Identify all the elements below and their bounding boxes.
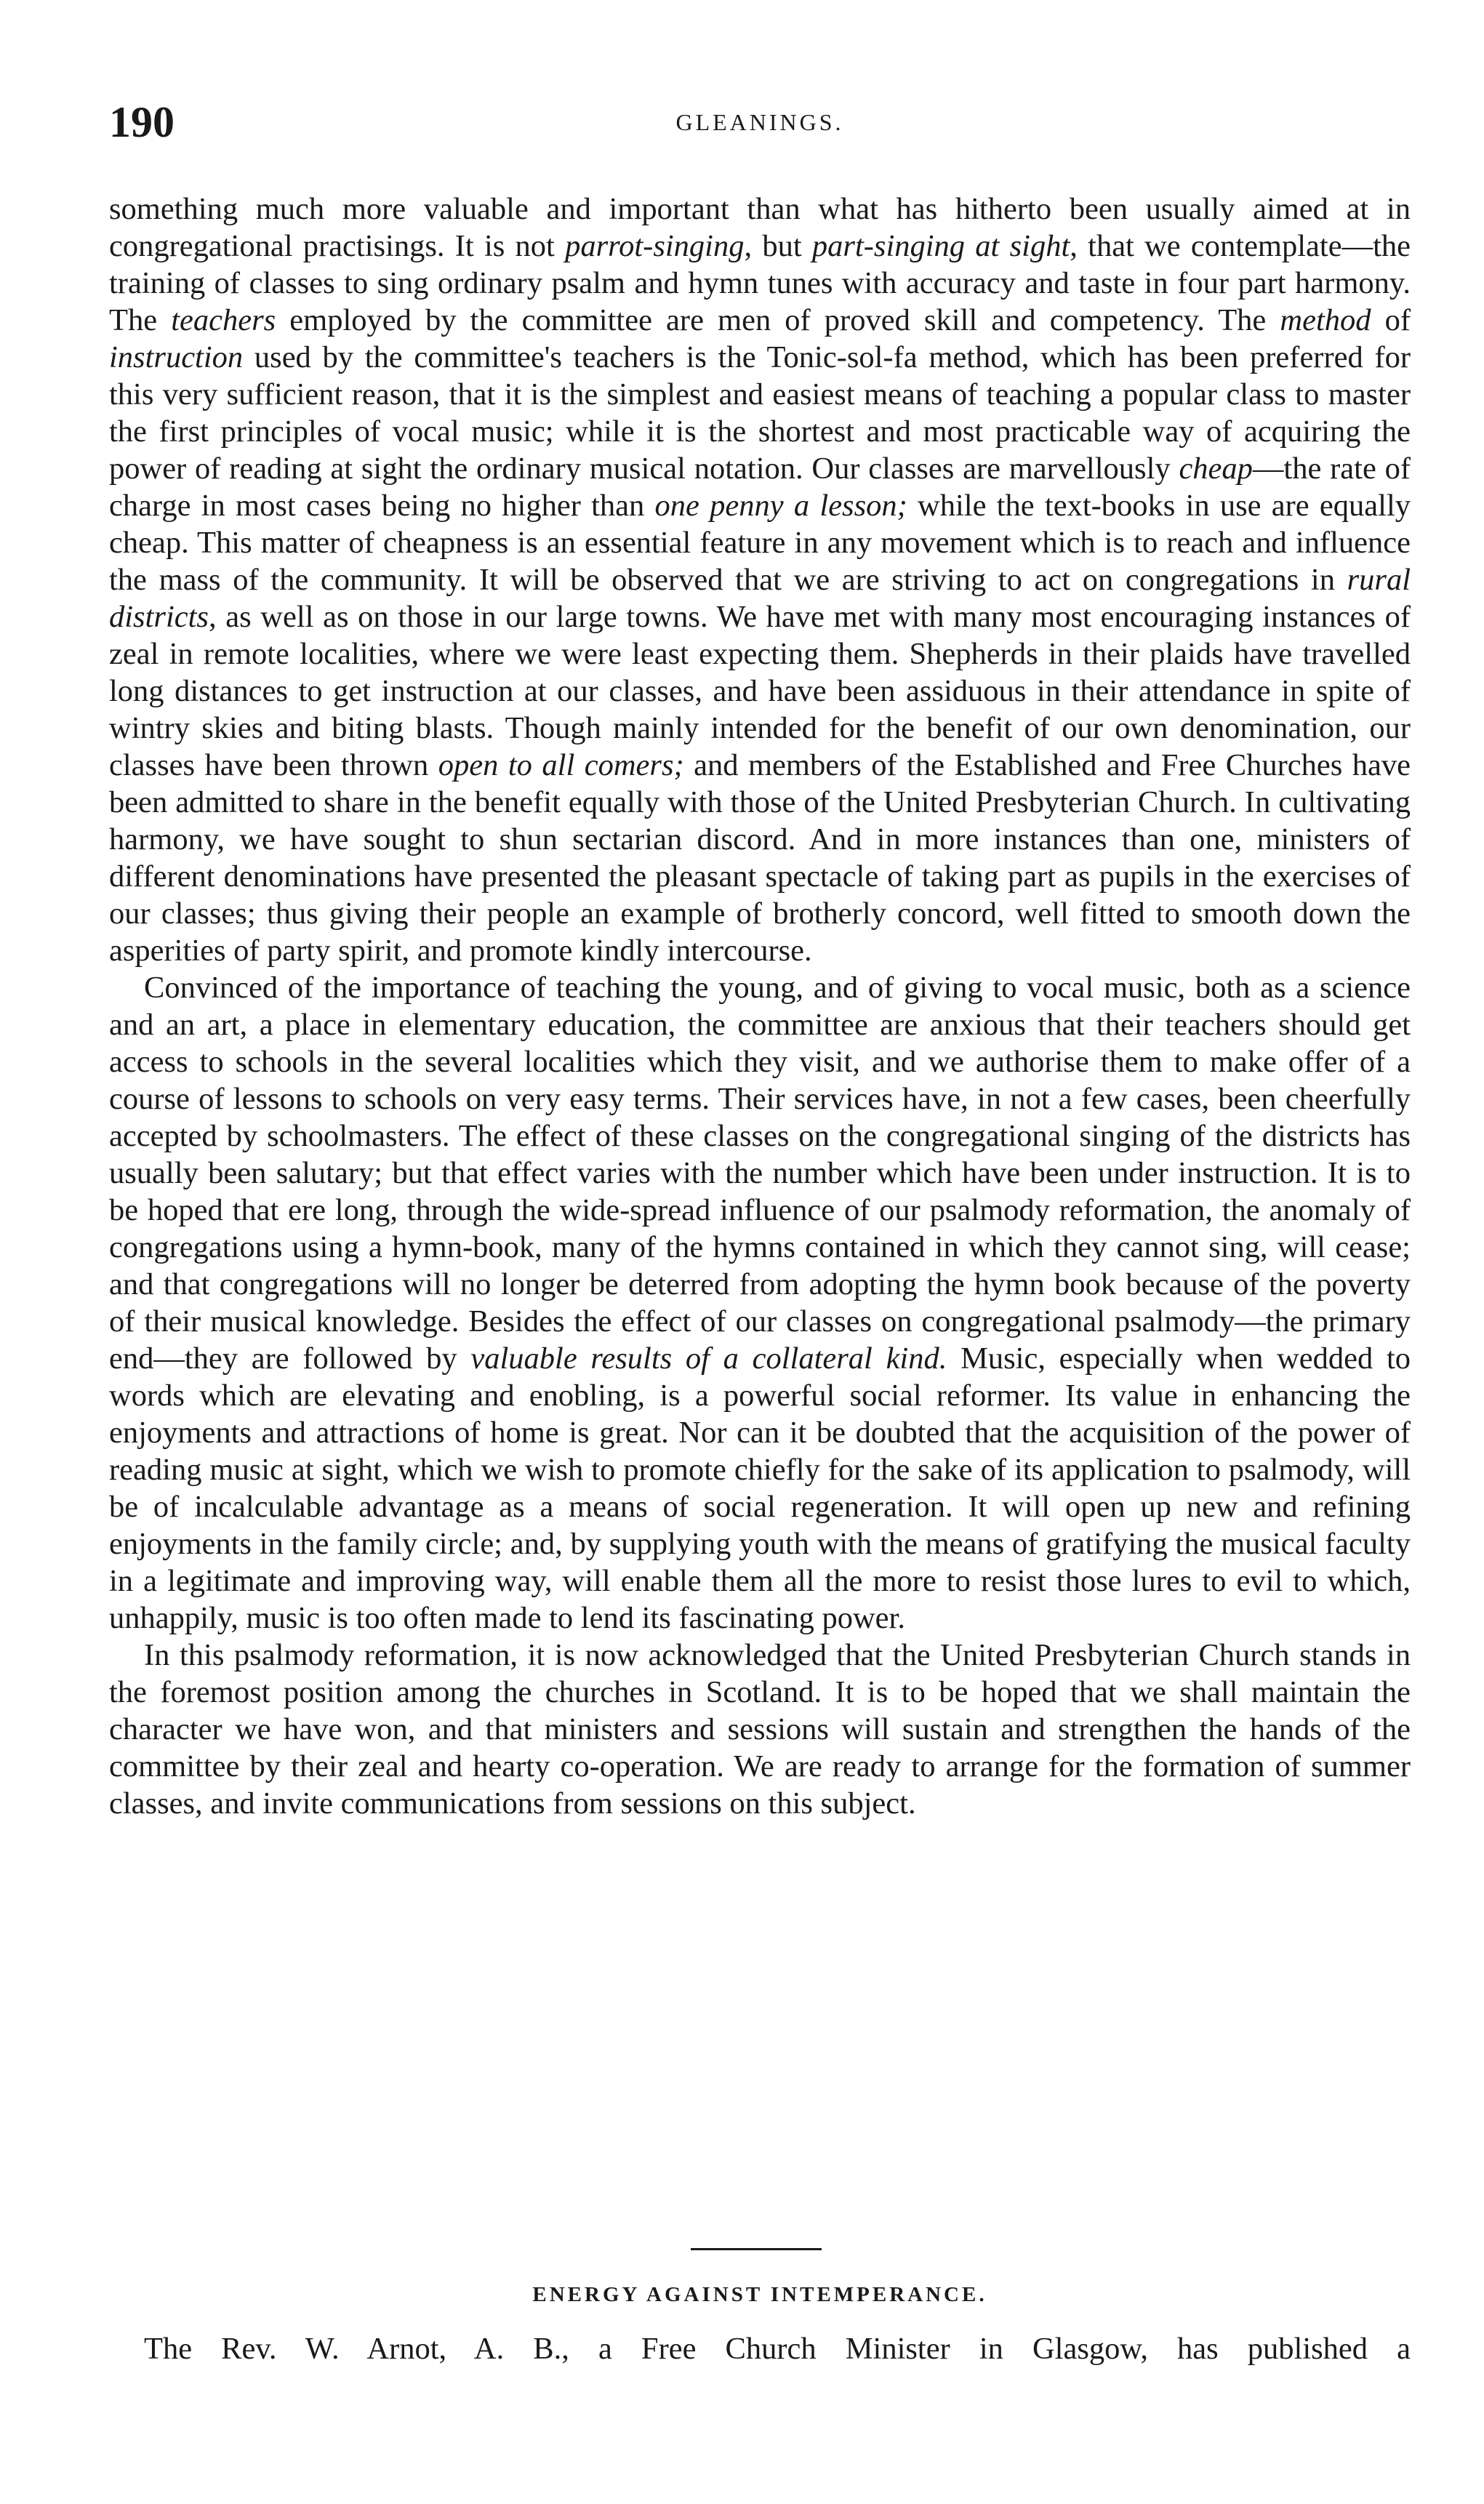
text-run: something much more valuable and important than what has hitherto been usually aimed at in congregational practisings. It is not [109, 192, 1411, 263]
paragraph [109, 190, 1411, 969]
italic-phrase: teachers [171, 303, 276, 337]
text-run: In this psalmody reformation, it is now acknowledged that the United Presbyterian Church stands in the foremost position among the churches in Scotland. It is to be hoped that we shall maintain the character we have won, and that ministers and sessions will sustain and strengthen the hands of the committee by their zeal and hearty co-operation. We are ready to arrange for the formation of summer classes, and invite communications from sessions on this subject. [109, 1638, 1411, 1821]
italic-phrase: valuable results of a collateral kind. [470, 1341, 947, 1376]
text-run: while the text-books in use are equally cheap. This matter of cheapness is an essential feature in any movement which is to reach and influence the mass of the community. It will be observed that we are striving to act on congregations in [109, 489, 1411, 597]
text-run: and members of the Established and Free Churches have been admitted to share in the benefit equally with those of the United Presbyterian Church. In cultivating harmony, we have sought to shun sectarian discord. And in more instances than one, ministers of different denominations have presented the pleasant spectacle of taking part as pupils in the exercises of our classes; thus giving their people an example of brotherly concord, well fitted to smooth down the asperities of party spirit, and promote kindly intercourse. [109, 748, 1411, 968]
italic-phrase: instruction [109, 340, 244, 374]
section-first-line: The Rev. W. Arnot, A. B., a Free Church Minister in Glasgow, has published a [144, 2332, 1411, 2366]
paragraph [109, 1637, 1411, 1822]
italic-phrase: part-singing at sight [811, 229, 1070, 263]
section-divider [691, 2248, 822, 2250]
page-number: 190 [109, 98, 175, 146]
text-run: Music, especially when wedded to words which are elevating and enobling, is a powerful social reformer. Its value in enhancing the enjoyments and attractions of home is great. Nor can it be doubted that the acquisition of the power of reading music at sight, which we wish to promote chiefly for the sake of its application to psalmody, will be of incalculable advantage as a means of social regeneration. It will open up new and refining enjoyments in the family circle; and, by supplying youth with the means of gratifying the musical faculty in a legitimate and improving way, will enable them all the more to resist those lures to evil to which, unhappily, music is too often made to lend its fascinating power. [109, 1341, 1411, 1635]
italic-phrase: rural districts [109, 563, 1411, 634]
text-run: employed by the committee are men of proved skill and competency. The [276, 303, 1280, 337]
text-run: used by the committee's teachers is the Tonic-sol-fa method, which has been preferred for this very sufficient reason, that it is the simplest and easiest means of teaching a popular class to master the first principles of vocal music; while it is the shortest and most practicable way of acquiring the power of reading at sight the ordinary musical notation. Our classes are marvellously [109, 340, 1411, 486]
text-run: , that we contemplate—the training of classes to sing ordinary psalm and hymn tunes with accuracy and taste in four part harmony. The [109, 229, 1411, 337]
italic-phrase: cheap [1179, 452, 1253, 486]
text-run: —the rate of charge in most cases being no higher than [109, 452, 1411, 523]
text-run: , as well as on those in our large towns. We have met with many most encouraging instances of zeal in remote localities, where we were least expecting them. Shepherds in their plaids have travelled long distances to get instruction at our classes, and have been assiduous in their attendance in spite of wintry skies and biting blasts. Though mainly intended for the benefit of our own denomination, our classes have been thrown [109, 600, 1411, 782]
article-body [109, 190, 1411, 1822]
running-head [109, 93, 1411, 151]
italic-phrase: open to all comers; [438, 748, 684, 782]
paragraph [109, 969, 1411, 1637]
text-run: of [1371, 303, 1411, 337]
italic-phrase: parrot-singing [565, 229, 745, 263]
running-title: GLEANINGS. [675, 109, 844, 135]
text-run: Convinced of the importance of teaching the young, and of giving to vocal music, both as a science and an art, a place in elementary education, the committee are anxious that their teachers should get access to schools in the several localities which they visit, and we authorise them to make offer of a course of lessons to schools on very easy terms. Their services have, in not a few cases, been cheerfully accepted by schoolmasters. The effect of these classes on the congregational singing of the districts has usually been salutary; but that effect varies with the number which have been under instruction. It is to be hoped that ere long, through the wide-spread influence of our psalmody reformation, the anomaly of congregations using a hymn-book, many of the hymns contained in which they cannot sing, will cease; and that congregations will no longer be deterred from adopting the hymn book because of the poverty of their musical knowledge. Besides the effect of our classes on congregational psalmody—the primary end—they are followed by [109, 971, 1411, 1376]
italic-phrase: method [1280, 303, 1371, 337]
italic-phrase: one penny a lesson; [654, 489, 907, 523]
section-heading: ENERGY AGAINST INTEMPERANCE. [532, 2283, 987, 2306]
text-run: , but [744, 229, 812, 263]
